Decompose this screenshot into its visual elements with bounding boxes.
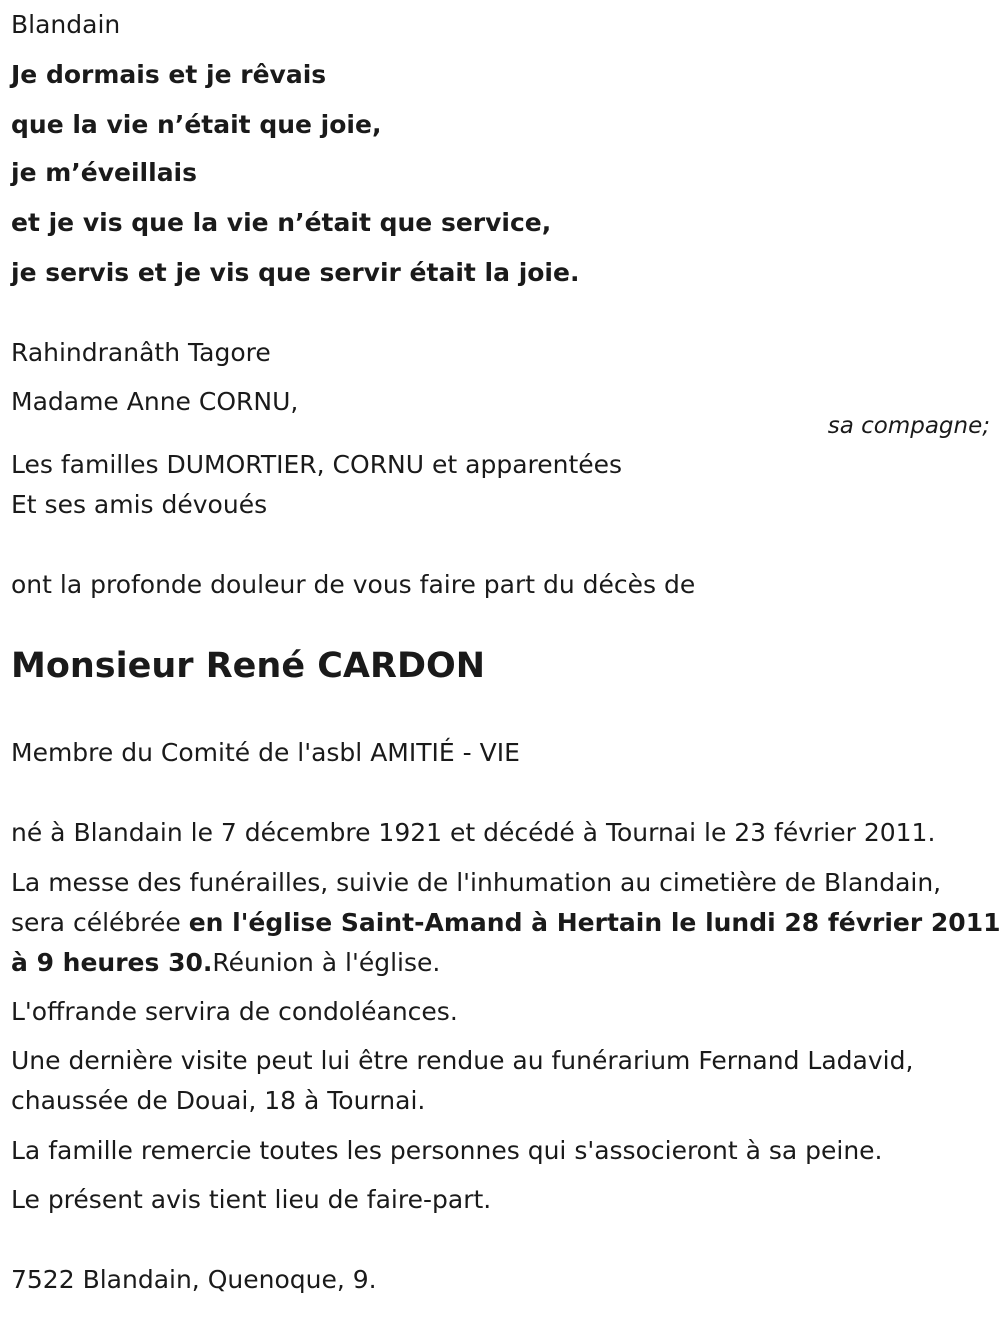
deceased-role: Membre du Comité de l'asbl AMITIÉ - VIE: [11, 738, 520, 767]
poem-author: Rahindranâth Tagore: [11, 338, 271, 367]
funeral-meeting: Réunion à l'église.: [212, 948, 441, 977]
poem-line-3: je m’éveillais: [11, 158, 198, 187]
poem-line-2: que la vie n’était que joie,: [11, 110, 382, 139]
funeral-time: à 9 heures 30.: [11, 948, 213, 977]
address-line: 7522 Blandain, Quenoque, 9.: [11, 1265, 377, 1294]
families-line: Les familles DUMORTIER, CORNU et apparentées: [11, 450, 623, 479]
visit-line-1: Une dernière visite peut lui être rendue au funérarium Fernand Ladavid,: [11, 1046, 914, 1075]
life-dates: né à Blandain le 7 décembre 1921 et décédé à Tournai le 23 février 2011.: [11, 818, 936, 847]
offering-line: L'offrande servira de condoléances.: [11, 997, 458, 1026]
companion-name: Madame Anne CORNU,: [11, 387, 299, 416]
funeral-line-2: [11, 908, 1000, 938]
header-location: Blandain: [11, 10, 121, 39]
announcement-line: ont la profonde douleur de vous faire part du décès de: [11, 570, 696, 599]
notice-line: Le présent avis tient lieu de faire-part.: [11, 1185, 492, 1214]
visit-line-2: chaussée de Douai, 18 à Tournai.: [11, 1086, 426, 1115]
poem-line-4: et je vis que la vie n’était que service,: [11, 208, 552, 237]
funeral-church-date: en l'église Saint-Amand à Hertain le lundi 28 février 2011: [188, 908, 1000, 937]
poem-line-5: je servis et je vis que servir était la joie.: [11, 258, 580, 287]
poem-line-1: Je dormais et je rêvais: [11, 60, 327, 89]
deceased-name: Monsieur René CARDON: [11, 646, 486, 686]
friends-line: Et ses amis dévoués: [11, 490, 268, 519]
thanks-line: La famille remercie toutes les personnes qui s'associeront à sa peine.: [11, 1136, 883, 1165]
funeral-line-1: La messe des funérailles, suivie de l'inhumation au cimetière de Blandain,: [11, 868, 942, 897]
funeral-line-3: [11, 948, 440, 978]
companion-role: sa compagne;: [827, 413, 990, 439]
funeral-line-2-prefix: sera célébrée: [11, 908, 189, 937]
